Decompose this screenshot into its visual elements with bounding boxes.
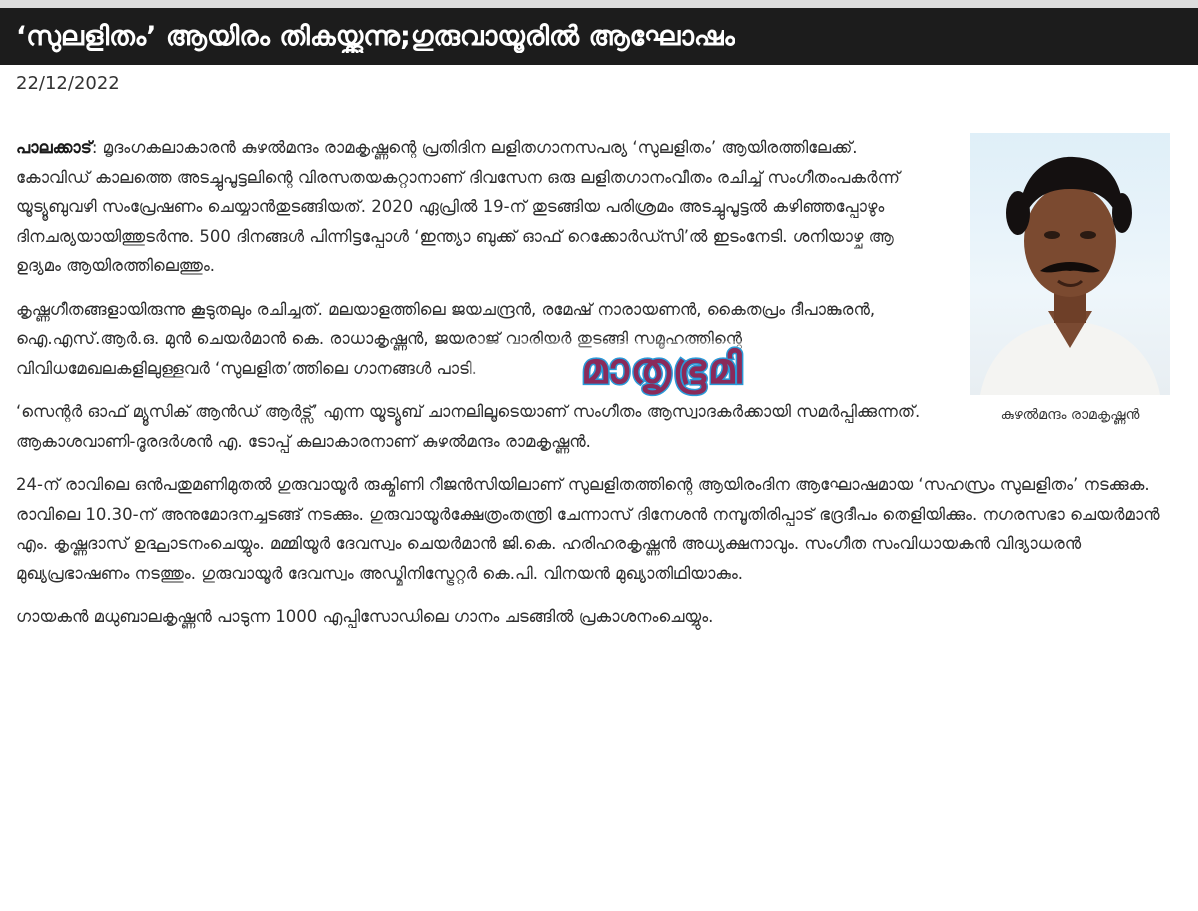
- article-date: 22/12/2022: [16, 73, 120, 94]
- paragraph-2: കൃഷ്ണഗീതങ്ങളായിരുന്നു കൂടുതലും രചിച്ചത്. മലയാളത്തിലെ ജയചന്ദ്രൻ, രമേഷ് നാരായണൻ, കൈതപ്രം ദീപാങ്കുരൻ, ഐ.എസ്.ആർ.ഒ. മുൻ ചെയർമാൻ കെ. രാധാകൃഷ്ണൻ, ജയരാജ് വാരിയർ തുടങ്ങി സമൂഹത്തിന്റെ വിവിധമേഖലകളിലുള്ളവർ ‘സുലളിത’ത്തിലെ ഗാനങ്ങൾ പാടി.: [16, 299, 876, 378]
- photo-caption: കുഴൽമന്ദം രാമകൃഷ്ണൻ: [1000, 407, 1140, 423]
- article-title: ‘സുലളിതം’ ആയിരം തികയ്ക്കുന്നു;ഗുരുവായൂരിൽ ആഘോഷം: [16, 20, 735, 52]
- paragraph-1-text: : മൃദംഗകലാകാരൻ കുഴൽമന്ദം രാമകൃഷ്ണന്റെ പ്രതിദിന ലളിതഗാനസപര്യ ‘സുലളിതം’ ആയിരത്തിലേക്ക്. കോവിഡ് കാലത്തെ അടച്ചുപൂട്ടലിന്റെ വിരസതയകറ്റാനാണ് ദിവസേന ഒരു ലളിതഗാനംവീതം രചിച്ച് സംഗീതംപകർന്ന് യൂട്യൂബുവഴി സംപ്രേഷണം ചെയ്യാൻതുടങ്ങിയത്. 2020 ഏപ്രിൽ 19-ന് തുടങ്ങിയ പരിശ്രമം അടച്ചുപൂട്ടൽ കഴിഞ്ഞപ്പോഴും ദിനചര്യയായിത്തുടർന്നു. 500 ദിനങ്ങൾ പിന്നിട്ടപ്പോൾ ‘ഇന്ത്യാ ബുക്ക് ഓഫ് റെക്കോർഡ്സി’ൽ ഇടംനേടി. ശനിയാഴ്ച ആ ഉദ്യമം ആയിരത്തിലെത്തും.: [16, 138, 900, 275]
- title-bar: [0, 8, 1198, 65]
- paragraph-3: ‘സെന്റർ ഓഫ് മ്യൂസിക് ആൻഡ് ആർട്സ്’ എന്ന യൂട്യൂബ് ചാനലിലൂടെയാണ് സംഗീതം ആസ്വാദകർക്കായി സമർപ്പിക്കുന്നത്. ആകാശവാണി-ദൂരദർശൻ എ. ടോപ്പ് കലാകാരനാണ് കുഴൽമന്ദം രാമകൃഷ്ണൻ.: [16, 402, 921, 451]
- watermark-logo: മാതൃഭൂമി: [470, 341, 855, 397]
- top-strip: [0, 0, 1198, 8]
- portrait-photo: [970, 133, 1170, 395]
- paragraph-4: 24-ന് രാവിലെ ഒൻപതുമണിമുതൽ ഗുരുവായൂർ രുക്മിണി റീജൻസിയിലാണ് സുലളിതത്തിന്റെ ആയിരംദിന ആഘോഷമായ ‘സഹസ്രം സുലളിതം’ നടക്കുക. രാവിലെ 10.30-ന് അനുമോദനച്ചടങ്ങ് നടക്കും. ഗുരുവായൂർക്ഷേത്രംതന്ത്രി ചേന്നാസ് ദിനേശൻ നമ്പൂതിരിപ്പാട് ഭദ്രദീപം തെളിയിക്കും. നഗരസഭാ ചെയർമാൻ എം. കൃഷ്ണദാസ് ഉദ്ഘാടനംചെയ്യും. മമ്മിയൂർ ദേവസ്വം ചെയർമാൻ ജി.കെ. ഹരിഹരകൃഷ്ണൻ അധ്യക്ഷനാവും. സംഗീത സംവിധായകൻ വിദ്യാധരൻ മുഖ്യപ്രഭാഷണം നടത്തും. ഗുരുവായൂർ ദേവസ്വം അഡ്മിനിസ്ട്രേറ്റർ കെ.പി. വിനയൻ മുഖ്യാതിഥിയാകും.: [16, 475, 1160, 583]
- paragraph-5: ഗായകൻ മധുബാലകൃഷ്ണൻ പാടുന്ന 1000 എപ്പിസോഡിലെ ഗാനം ചടങ്ങിൽ പ്രകാശനംചെയ്യും.: [16, 607, 714, 626]
- photo-figure: [954, 133, 1186, 425]
- dateline: പാലക്കാട്: [16, 138, 92, 157]
- portrait-illustration: [970, 133, 1170, 395]
